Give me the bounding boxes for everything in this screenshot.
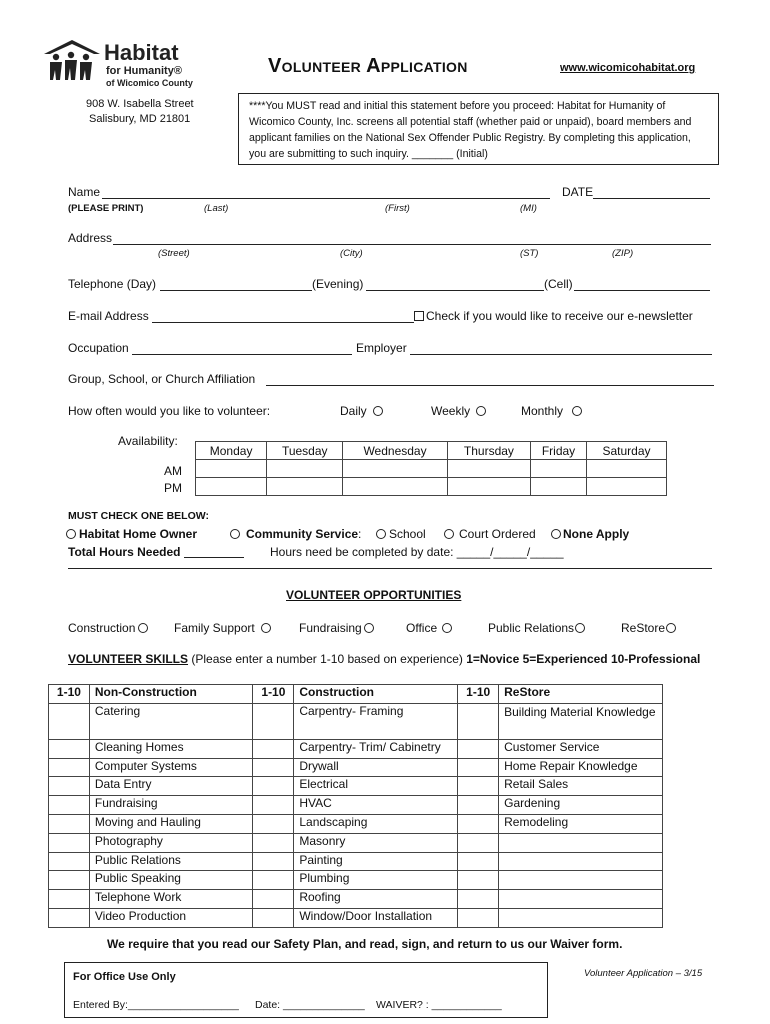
daily-radio[interactable] bbox=[373, 406, 383, 416]
skill-name bbox=[499, 871, 663, 890]
skill-name: Computer Systems bbox=[89, 758, 253, 777]
habitat-house-logo-icon bbox=[42, 40, 104, 82]
pm-label: PM bbox=[164, 481, 182, 495]
skill-name: Carpentry- Framing bbox=[294, 703, 458, 739]
occupation-field[interactable] bbox=[132, 354, 352, 355]
street-hint: (Street) bbox=[158, 248, 190, 259]
skill-name: Roofing bbox=[294, 890, 458, 909]
rating-column-header: 1-10 bbox=[458, 685, 499, 704]
employer-field[interactable] bbox=[410, 354, 712, 355]
opportunity-office-radio[interactable] bbox=[442, 623, 452, 633]
skill-name: Public Relations bbox=[89, 852, 253, 871]
restore-header: ReStore bbox=[499, 685, 663, 704]
skill-rating-cell[interactable] bbox=[458, 758, 499, 777]
skill-rating-cell[interactable] bbox=[458, 777, 499, 796]
telephone-cell-field[interactable] bbox=[574, 290, 710, 291]
waiver-field[interactable]: WAIVER? : ____________ bbox=[376, 999, 502, 1011]
hours-date-field[interactable]: Hours need be completed by date: _____/_____/_____ bbox=[270, 545, 564, 559]
community-service-label: Community Service bbox=[246, 527, 359, 541]
skill-rating-cell[interactable] bbox=[253, 814, 294, 833]
skill-name bbox=[499, 908, 663, 927]
opportunity-restore-label: ReStore bbox=[621, 621, 666, 635]
must-check-heading: MUST CHECK ONE BELOW: bbox=[68, 510, 209, 522]
availability-table bbox=[195, 441, 667, 496]
city-hint: (City) bbox=[340, 248, 363, 259]
home-owner-label: Habitat Home Owner bbox=[79, 527, 198, 541]
telephone-evening-field[interactable] bbox=[366, 290, 544, 291]
safety-plan-note: We require that you read our Safety Plan, and read, sign, and return to us our Waiver form. bbox=[107, 937, 623, 951]
skill-name: Catering bbox=[89, 703, 253, 739]
court-ordered-radio[interactable] bbox=[444, 529, 454, 539]
logo-wordmark: Habitat bbox=[104, 40, 179, 65]
skill-rating-cell[interactable] bbox=[253, 777, 294, 796]
skill-name: Home Repair Knowledge bbox=[499, 758, 663, 777]
middle-initial-hint: (MI) bbox=[520, 203, 537, 214]
skill-name bbox=[499, 833, 663, 852]
none-apply-radio[interactable] bbox=[551, 529, 561, 539]
skill-rating-cell[interactable] bbox=[49, 758, 90, 777]
pm-cell[interactable] bbox=[267, 478, 343, 496]
day-header-thursday: Thursday bbox=[447, 442, 530, 460]
skill-rating-cell[interactable] bbox=[49, 890, 90, 909]
skill-name: HVAC bbox=[294, 796, 458, 815]
construction-header: Construction bbox=[294, 685, 458, 704]
skill-rating-cell[interactable] bbox=[458, 871, 499, 890]
skill-name: Masonry bbox=[294, 833, 458, 852]
skill-rating-cell[interactable] bbox=[253, 871, 294, 890]
community-service-radio[interactable] bbox=[230, 529, 240, 539]
skill-name: Moving and Hauling bbox=[89, 814, 253, 833]
skill-name: Customer Service bbox=[499, 739, 663, 758]
logo bbox=[42, 40, 202, 92]
skill-rating-cell[interactable] bbox=[458, 890, 499, 909]
total-hours-field[interactable] bbox=[184, 557, 244, 558]
rating-column-header: 1-10 bbox=[253, 685, 294, 704]
opportunity-office-label: Office bbox=[406, 621, 438, 635]
pm-cell[interactable] bbox=[196, 478, 267, 496]
skills-table bbox=[48, 684, 663, 928]
skill-rating-cell[interactable] bbox=[49, 739, 90, 758]
day-header-wednesday: Wednesday bbox=[343, 442, 448, 460]
opportunities-heading: VOLUNTEER OPPORTUNITIES bbox=[286, 588, 462, 602]
skill-name: Remodeling bbox=[499, 814, 663, 833]
website-link[interactable]: www.wicomicohabitat.org bbox=[560, 62, 696, 74]
affiliation-label: Group, School, or Church Affiliation bbox=[68, 372, 256, 386]
skill-rating-cell[interactable] bbox=[253, 890, 294, 909]
skill-name: Drywall bbox=[294, 758, 458, 777]
date-field[interactable] bbox=[593, 198, 710, 199]
total-hours-label: Total Hours Needed bbox=[68, 545, 181, 559]
am-cell[interactable] bbox=[196, 460, 267, 478]
address-field[interactable] bbox=[113, 244, 711, 245]
am-cell[interactable] bbox=[343, 460, 448, 478]
skill-rating-cell[interactable] bbox=[253, 796, 294, 815]
logo-county: of Wicomico County bbox=[106, 78, 193, 88]
opportunity-construction-label: Construction bbox=[68, 621, 136, 635]
telephone-cell-label: (Cell) bbox=[544, 277, 573, 291]
skill-name: Public Speaking bbox=[89, 871, 253, 890]
telephone-day-field[interactable] bbox=[160, 290, 312, 291]
skill-rating-cell[interactable] bbox=[458, 703, 499, 739]
skill-rating-cell[interactable] bbox=[253, 739, 294, 758]
last-name-hint: (Last) bbox=[204, 203, 229, 214]
availability-label: Availability: bbox=[118, 434, 178, 448]
skill-name: Window/Door Installation bbox=[294, 908, 458, 927]
employer-label: Employer bbox=[356, 341, 407, 355]
office-use-title: For Office Use Only bbox=[73, 971, 176, 983]
newsletter-label: Check if you would like to receive our e-newsletter bbox=[426, 309, 693, 323]
home-owner-radio[interactable] bbox=[66, 529, 76, 539]
page-title: Volunteer Application bbox=[268, 55, 468, 77]
skill-rating-cell[interactable] bbox=[458, 908, 499, 927]
form-version: Volunteer Application – 3/15 bbox=[584, 968, 703, 979]
state-hint: (ST) bbox=[520, 248, 539, 259]
opportunity-family-support-label: Family Support bbox=[174, 621, 255, 635]
skills-heading: VOLUNTEER SKILLS bbox=[68, 652, 189, 666]
court-ordered-label: Court Ordered bbox=[459, 527, 536, 541]
skill-rating-cell[interactable] bbox=[49, 796, 90, 815]
please-print-hint: (PLEASE PRINT) bbox=[68, 203, 144, 214]
office-use-box bbox=[64, 962, 548, 1018]
skill-name: Telephone Work bbox=[89, 890, 253, 909]
skill-rating-cell[interactable] bbox=[458, 852, 499, 871]
email-label: E-mail Address bbox=[68, 309, 149, 323]
pm-cell[interactable] bbox=[343, 478, 448, 496]
office-date-field[interactable]: Date: ______________ bbox=[255, 999, 365, 1011]
pm-cell[interactable] bbox=[447, 478, 530, 496]
skill-rating-cell[interactable] bbox=[458, 833, 499, 852]
opportunity-fundraising-radio[interactable] bbox=[364, 623, 374, 633]
day-header-monday: Monday bbox=[196, 442, 267, 460]
skill-rating-cell[interactable] bbox=[458, 814, 499, 833]
am-cell[interactable] bbox=[267, 460, 343, 478]
pm-cell[interactable] bbox=[587, 478, 667, 496]
entered-by-field[interactable]: Entered By:___________________ bbox=[73, 999, 239, 1011]
pm-cell[interactable] bbox=[531, 478, 587, 496]
day-header-friday: Friday bbox=[531, 442, 587, 460]
name-label: Name bbox=[68, 185, 101, 199]
skill-name bbox=[499, 890, 663, 909]
opportunity-fundraising-label: Fundraising bbox=[299, 621, 362, 635]
skill-rating-cell[interactable] bbox=[253, 758, 294, 777]
day-header-tuesday: Tuesday bbox=[267, 442, 343, 460]
skill-rating-cell[interactable] bbox=[253, 833, 294, 852]
am-label: AM bbox=[164, 464, 182, 478]
skill-name bbox=[499, 852, 663, 871]
rating-column-header: 1-10 bbox=[49, 685, 90, 704]
skill-rating-cell[interactable] bbox=[49, 814, 90, 833]
daily-label: Daily bbox=[340, 404, 367, 418]
skill-rating-cell[interactable] bbox=[49, 777, 90, 796]
org-address-street: 908 W. Isabella Street bbox=[86, 98, 194, 110]
non-construction-header: Non-Construction bbox=[89, 685, 253, 704]
address-label: Address bbox=[68, 231, 113, 245]
weekly-radio[interactable] bbox=[476, 406, 486, 416]
none-apply-label: None Apply bbox=[563, 527, 630, 541]
logo-subline: for Humanity® bbox=[106, 65, 182, 77]
skill-rating-cell[interactable] bbox=[253, 852, 294, 871]
skill-name: Retail Sales bbox=[499, 777, 663, 796]
opportunity-public-relations-radio[interactable] bbox=[575, 623, 585, 633]
school-label: School bbox=[389, 527, 426, 541]
opportunity-construction-radio[interactable] bbox=[138, 623, 148, 633]
skill-name: Gardening bbox=[499, 796, 663, 815]
am-cell[interactable] bbox=[447, 460, 530, 478]
am-cell[interactable] bbox=[587, 460, 667, 478]
skill-name: Video Production bbox=[89, 908, 253, 927]
telephone-day-label: Telephone (Day) bbox=[68, 277, 157, 291]
opportunity-family-support-radio[interactable] bbox=[261, 623, 271, 633]
org-address-city: Salisbury, MD 21801 bbox=[89, 113, 191, 125]
skill-name: Painting bbox=[294, 852, 458, 871]
date-label: DATE bbox=[562, 185, 594, 199]
occupation-label: Occupation bbox=[68, 341, 129, 355]
skill-name: Photography bbox=[89, 833, 253, 852]
monthly-radio[interactable] bbox=[572, 406, 582, 416]
skill-name: Cleaning Homes bbox=[89, 739, 253, 758]
newsletter-checkbox[interactable] bbox=[414, 311, 424, 321]
skill-rating-cell[interactable] bbox=[49, 871, 90, 890]
skill-rating-cell[interactable] bbox=[253, 703, 294, 739]
registry-notice: ****You MUST read and initial this statement before you proceed: Habitat for Humanity of Wicomico County, Inc. screens all potential staff (whether paid or unpaid), board members and applicant families on the National Sex Offender Public Registry. By completing this application, you are submitting to such inquiry. _______ (Initial) bbox=[238, 93, 719, 165]
skill-rating-cell[interactable] bbox=[49, 852, 90, 871]
skill-name: Electrical bbox=[294, 777, 458, 796]
opportunity-public-relations-label: Public Relations bbox=[488, 621, 575, 635]
skill-name: Fundraising bbox=[89, 796, 253, 815]
school-radio[interactable] bbox=[376, 529, 386, 539]
section-divider bbox=[68, 568, 712, 569]
am-cell[interactable] bbox=[531, 460, 587, 478]
opportunity-restore-radio[interactable] bbox=[666, 623, 676, 633]
zip-hint: (ZIP) bbox=[612, 248, 634, 259]
skill-name: Building Material Knowledge bbox=[499, 703, 663, 739]
weekly-label: Weekly bbox=[431, 404, 471, 418]
skill-name: Carpentry- Trim/ Cabinetry bbox=[294, 739, 458, 758]
skills-scale: 1=Novice 5=Experienced 10-Professional bbox=[466, 652, 701, 666]
skill-name: Plumbing bbox=[294, 871, 458, 890]
skill-rating-cell[interactable] bbox=[458, 796, 499, 815]
affiliation-field[interactable] bbox=[266, 385, 714, 386]
first-name-hint: (First) bbox=[385, 203, 410, 214]
telephone-evening-label: (Evening) bbox=[312, 277, 364, 291]
skill-name: Landscaping bbox=[294, 814, 458, 833]
name-field[interactable] bbox=[102, 198, 550, 199]
email-field[interactable] bbox=[152, 322, 414, 323]
frequency-question: How often would you like to volunteer: bbox=[68, 404, 271, 418]
skills-instructions: (Please enter a number 1-10 based on experience) bbox=[191, 652, 463, 666]
skill-rating-cell[interactable] bbox=[49, 703, 90, 739]
day-header-saturday: Saturday bbox=[587, 442, 667, 460]
skill-rating-cell[interactable] bbox=[49, 833, 90, 852]
skill-rating-cell[interactable] bbox=[458, 739, 499, 758]
monthly-label: Monthly bbox=[521, 404, 564, 418]
skill-rating-cell[interactable] bbox=[49, 908, 90, 927]
skill-name: Data Entry bbox=[89, 777, 253, 796]
skill-rating-cell[interactable] bbox=[253, 908, 294, 927]
